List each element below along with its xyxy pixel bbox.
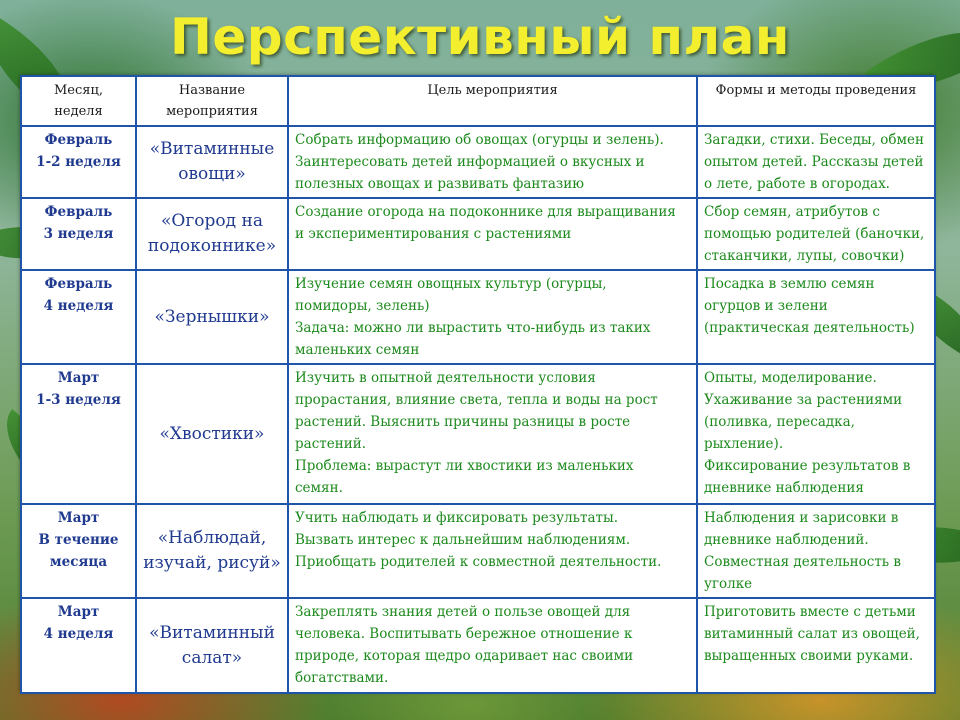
table-row — [21, 504, 935, 598]
header-row — [21, 76, 935, 126]
header-forms: Формы и методы проведения — [697, 76, 935, 126]
table-row — [21, 364, 935, 504]
goal-cell: Закреплять знания детей о пользе овощей для человека. Воспитывать бережное отношение к природе, которая щедро одаривает нас своими богатствами. — [288, 598, 697, 693]
table-row — [21, 126, 935, 198]
event-name-cell: «Хвостики» — [136, 364, 288, 504]
month-cell: Февраль 3 неделя — [21, 198, 136, 270]
page-title: Перспективный план — [170, 8, 790, 66]
table-row — [21, 270, 935, 364]
event-name-cell: «Огород на подоконнике» — [136, 198, 288, 270]
month-cell: Март 4 неделя — [21, 598, 136, 693]
event-name-cell: «Наблюдай, изучай, рисуй» — [136, 504, 288, 598]
goal-cell: Учить наблюдать и фиксировать результаты. Вызвать интерес к дальнейшим наблюдениям. Приобщать родителей к совместной деятельности. — [288, 504, 697, 598]
goal-cell: Создание огорода на подоконнике для выращивания и экспериментирования с растениями — [288, 198, 697, 270]
header-event: Название мероприятия — [136, 76, 288, 126]
month-cell: Март 1-3 неделя — [21, 364, 136, 504]
month-cell: Февраль 1-2 неделя — [21, 126, 136, 198]
forms-cell: Наблюдения и зарисовки в дневнике наблюдений. Совместная деятельность в уголке — [697, 504, 935, 598]
forms-cell: Посадка в землю семян огурцов и зелени (практическая деятельность) — [697, 270, 935, 364]
goal-cell: Изучение семян овощных культур (огурцы, помидоры, зелень) Задача: можно ли вырастить что-нибудь из таких маленьких семян — [288, 270, 697, 364]
goal-cell: Изучить в опытной деятельности условия прорастания, влияние света, тепла и воды на рост растений. Выяснить причины разницы в росте растений. Проблема: вырастут ли хвостики из маленьких семян. — [288, 364, 697, 504]
forms-cell: Опыты, моделирование. Ухаживание за растениями (поливка, пересадка, рыхление). Фиксирование результатов в дневнике наблюдения — [697, 364, 935, 504]
forms-cell: Загадки, стихи. Беседы, обмен опытом детей. Рассказы детей о лете, работе в огородах. — [697, 126, 935, 198]
month-cell: Февраль 4 неделя — [21, 270, 136, 364]
plan-table-container — [20, 75, 934, 692]
event-name-cell: «Витаминный салат» — [136, 598, 288, 693]
forms-cell: Приготовить вместе с детьми витаминный салат из овощей, выращенных своими руками. — [697, 598, 935, 693]
forms-cell: Сбор семян, атрибутов с помощью родителей (баночки, стаканчики, лупы, совочки) — [697, 198, 935, 270]
event-name-cell: «Витаминные овощи» — [136, 126, 288, 198]
table-row — [21, 198, 935, 270]
table-row — [21, 598, 935, 693]
header-month: Месяц, неделя — [21, 76, 136, 126]
goal-cell: Собрать информацию об овощах (огурцы и зелень). Заинтересовать детей информацией о вкусных и полезных овощах и развивать фантазию — [288, 126, 697, 198]
header-goal: Цель мероприятия — [288, 76, 697, 126]
event-name-cell: «Зернышки» — [136, 270, 288, 364]
month-cell: Март В течение месяца — [21, 504, 136, 598]
plan-table — [20, 75, 936, 694]
